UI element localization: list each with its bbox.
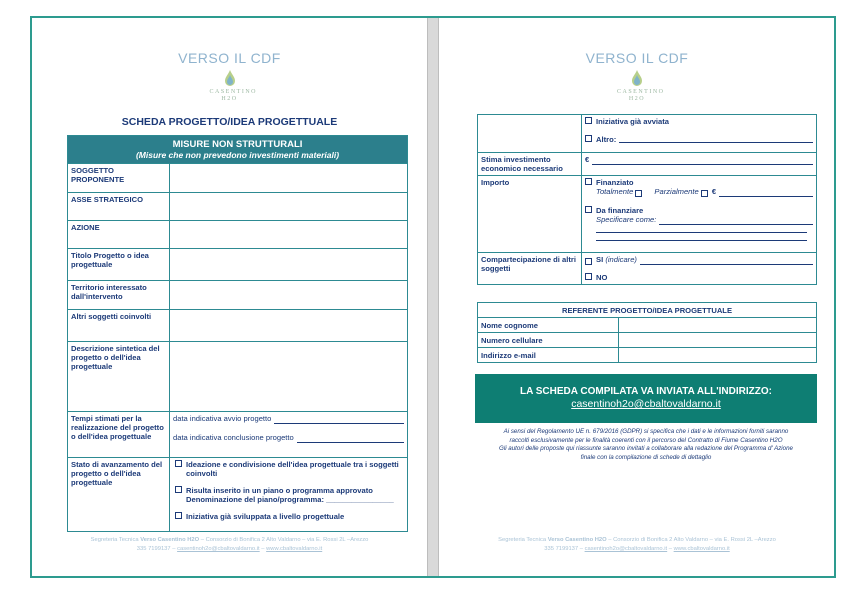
field-territorio[interactable] xyxy=(170,281,408,310)
checkbox[interactable] xyxy=(585,258,592,265)
logo-text-h2o: H2O xyxy=(628,96,646,102)
label-asse: ASSE STRATEGICO xyxy=(68,193,170,221)
specificare-line[interactable] xyxy=(596,215,813,225)
send-text: LA SCHEDA COMPILATA VA INVIATA ALL'INDIRIZZO: xyxy=(520,386,772,397)
option-label: Ideazione e condivisione dell'idea progettuale tra i soggetti coinvolti xyxy=(186,460,399,478)
option-label: Altro: xyxy=(596,135,617,144)
checkbox-parzialmente[interactable] xyxy=(701,190,708,197)
logo-text: CASENTINO xyxy=(209,89,257,95)
option-sublabel: Denominazione del piano/programma: xyxy=(186,495,324,504)
footer-text: – Consorzio di Bonifica 2 Alto Valdarno – via E. Rossi 2L –Arezzo xyxy=(606,537,776,543)
avvio-line[interactable] xyxy=(173,414,404,424)
field-azione[interactable] xyxy=(170,221,408,249)
label-soggetto: SOGGETTO PROPONENTE xyxy=(68,164,170,193)
checkbox[interactable] xyxy=(585,273,592,280)
option-label: Risulta inserito in un piano o programma approvato xyxy=(186,486,373,495)
header-subtitle: (Misure che non prevedono investimenti materiali) xyxy=(135,150,340,160)
referente-table xyxy=(477,302,817,363)
brand-header xyxy=(32,50,427,105)
label-stima: Stima investimento economico necessario xyxy=(478,153,582,176)
casentino-logo-icon xyxy=(209,69,257,105)
footer-text: Segreteria Tecnica xyxy=(498,537,548,543)
footer-bold: Verso Casentino H2O xyxy=(140,537,200,543)
footer-email-link[interactable]: casentinoh2o@cbaltovaldarno.it xyxy=(584,546,668,552)
conclusione-line[interactable] xyxy=(173,433,404,443)
field-cellulare[interactable] xyxy=(619,333,817,348)
label-compartecipazione: Compartecipazione di altri soggetti xyxy=(478,253,582,285)
casentino-logo-icon xyxy=(617,69,665,105)
parzialmente-label: Parzialmente xyxy=(654,187,699,196)
field-asse[interactable] xyxy=(170,193,408,221)
brand-title: VERSO IL CDF xyxy=(585,50,689,66)
footer-right xyxy=(440,536,834,554)
label-territorio: Territorio interessato dall'intervento xyxy=(68,281,170,310)
brand-header-right xyxy=(440,50,834,105)
footer-web-link[interactable]: www.cbaltovaldarno.it xyxy=(266,546,323,552)
send-instructions-box xyxy=(475,374,817,423)
checkbox[interactable] xyxy=(585,206,592,213)
finanziato-detail xyxy=(596,187,813,197)
stato-option-piano[interactable]: Risulta inserito in un piano o programma approvato Denominazione del piano/programma: ________________ xyxy=(175,486,404,504)
stato-option-sviluppata[interactable] xyxy=(175,512,404,521)
option-da-finanziare[interactable] xyxy=(585,206,813,215)
label-tempi: Tempi stimati per la realizzazione del progetto o dell'idea progettuale xyxy=(68,412,170,458)
legal-line: finale con la compilazione di schede di dettaglio xyxy=(580,453,712,461)
label-empty xyxy=(478,115,582,153)
option-label: Iniziativa già avviata xyxy=(596,117,670,126)
checkbox[interactable] xyxy=(175,486,182,493)
footer-bold: Verso Casentino H2O xyxy=(547,537,607,543)
si-label: SI xyxy=(596,255,604,264)
referente-title: REFERENTE PROGETTO/IDEA PROGETTUALE xyxy=(478,303,817,318)
send-email-link[interactable]: casentinoh2o@cbaltovaldarno.it xyxy=(571,398,721,410)
checkbox[interactable] xyxy=(585,178,592,185)
project-form-table xyxy=(67,135,408,532)
field-soggetto[interactable] xyxy=(170,164,408,193)
field-altri[interactable] xyxy=(170,310,408,342)
label-stato: Stato di avanzamento del progetto o dell'idea progettuale xyxy=(68,458,170,532)
specificare-label: Specificare come: xyxy=(596,215,657,224)
footer-phone: 335 7199137 – xyxy=(544,546,585,552)
label-importo: Importo xyxy=(478,176,582,253)
brand-title: VERSO IL CDF xyxy=(178,50,281,66)
field-email[interactable] xyxy=(619,348,817,363)
checkbox-totalmente[interactable] xyxy=(635,190,642,197)
field-tempi xyxy=(170,412,408,458)
stato-option-avviata[interactable] xyxy=(585,117,813,126)
option-si[interactable] xyxy=(585,255,813,265)
option-no[interactable] xyxy=(585,273,813,282)
option-label: Finanziato xyxy=(596,178,634,187)
checkbox[interactable] xyxy=(175,460,182,467)
field-importo xyxy=(582,176,817,253)
footer-text: – Consorzio di Bonifica 2 Alto Valdarno – via E. Rossi 2L –Arezzo xyxy=(199,537,369,543)
stato-option-ideazione[interactable] xyxy=(175,460,404,478)
footer-text: Segreteria Tecnica xyxy=(90,537,141,543)
conclusione-label: data indicativa conclusione progetto xyxy=(173,433,294,442)
totalmente-label: Totalmente xyxy=(596,187,634,196)
footer-sep: – xyxy=(667,546,674,552)
table-header xyxy=(68,136,408,164)
no-label: NO xyxy=(596,273,608,282)
legal-line: raccolti esclusivamente per le finalità coerenti con il percorso del Contratto di Fiume Casentino H2O xyxy=(509,436,783,444)
label-descrizione: Descrizione sintetica del progetto o dell'idea progettuale xyxy=(68,342,170,412)
blank-line[interactable] xyxy=(596,240,807,241)
field-stato-continued xyxy=(582,115,817,153)
indicare-label: (indicare) xyxy=(605,255,637,264)
legal-line: Ai sensi del Regolamento UE n. 679/2016 (GDPR) si specifica che i dati e le informazioni forniti saranno xyxy=(503,428,789,435)
blank-line[interactable] xyxy=(596,232,807,233)
right-page xyxy=(440,18,834,576)
page-divider xyxy=(427,18,439,576)
sheet-title: SCHEDA PROGETTO/IDEA PROGETTUALE xyxy=(121,116,338,128)
field-titolo[interactable] xyxy=(170,249,408,281)
label-email: Indirizzo e-mail xyxy=(478,348,619,363)
privacy-notice xyxy=(476,428,816,462)
label-titolo: Titolo Progetto o idea progettuale xyxy=(68,249,170,281)
legal-line: Gli autori delle proposte qui riassunte saranno invitati a collaborare alla redazione del Programma d' Azione xyxy=(499,445,793,452)
stato-option-altro[interactable] xyxy=(585,135,813,144)
option-label: Iniziativa già sviluppata a livello progettuale xyxy=(186,512,345,521)
checkbox[interactable] xyxy=(175,512,182,519)
checkbox[interactable] xyxy=(585,117,592,124)
field-compartecipazione xyxy=(582,253,817,285)
footer-email-link[interactable]: casentinoh2o@cbaltovaldarno.it xyxy=(177,546,260,552)
footer-sep: – xyxy=(259,546,267,552)
header-title: MISURE NON STRUTTURALI xyxy=(172,139,303,150)
field-stima[interactable] xyxy=(582,153,817,176)
field-stato xyxy=(170,458,408,532)
label-altri: Altri soggetti coinvolti xyxy=(68,310,170,342)
avvio-label: data indicativa avvio progetto xyxy=(173,414,272,423)
footer-phone: 335 7199137 – xyxy=(136,546,178,552)
logo-text-h2o: H2O xyxy=(221,96,238,102)
logo-text: CASENTINO xyxy=(617,89,665,95)
label-nome: Nome cognome xyxy=(478,318,619,333)
option-finanziato[interactable] xyxy=(585,178,813,187)
checkbox[interactable] xyxy=(585,135,592,142)
label-azione: AZIONE xyxy=(68,221,170,249)
euro-symbol: € xyxy=(585,155,590,164)
label-cellulare: Numero cellulare xyxy=(478,333,619,348)
euro-symbol: € xyxy=(711,187,717,196)
project-form-table-continued xyxy=(477,114,817,285)
footer-left xyxy=(32,536,427,554)
footer-web-link[interactable]: www.cbaltovaldarno.it xyxy=(673,546,730,552)
field-nome[interactable] xyxy=(619,318,817,333)
field-descrizione[interactable] xyxy=(170,342,408,412)
option-label: Da finanziare xyxy=(596,206,644,215)
